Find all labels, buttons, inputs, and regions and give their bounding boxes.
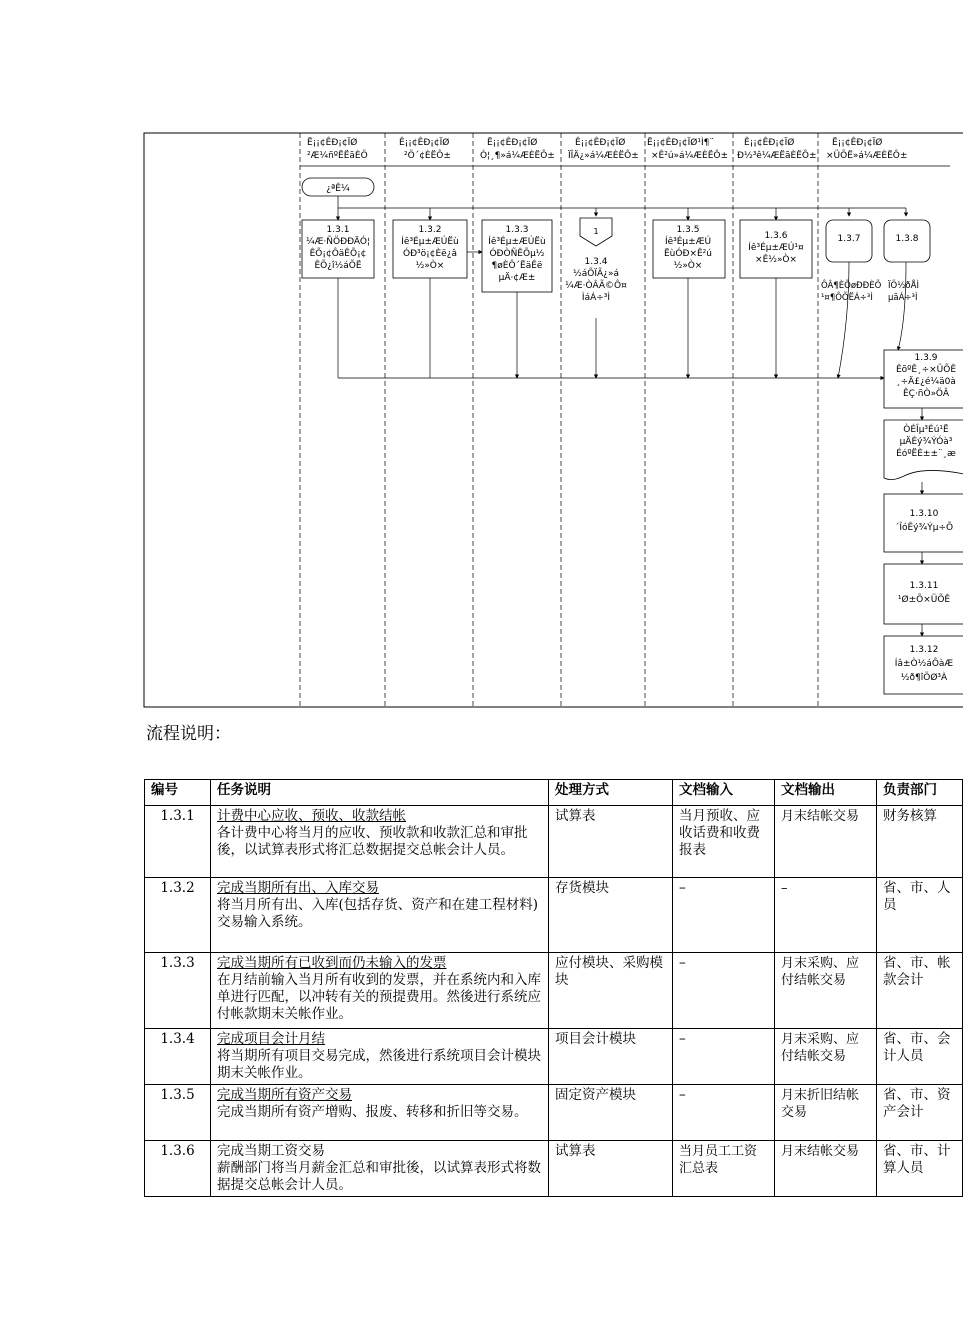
start-label: ¿ªÊ¼ — [326, 184, 350, 194]
step-text: ½ð¶îÖØ³À — [900, 673, 948, 683]
step-id: 1.3.3 — [505, 225, 529, 235]
step-text: µÄ·¢Æ± — [498, 273, 536, 283]
row-input: 当月员工工资汇总表 — [673, 1141, 775, 1197]
step-text: ¸÷Ä£¿é¼ä0à — [896, 377, 956, 387]
lane-dividers — [300, 133, 818, 707]
row-number: 1.3.3 — [145, 953, 211, 1029]
step-id: 1.3.11 — [909, 581, 939, 591]
row-method: 试算表 — [549, 1141, 673, 1197]
lane-header-1-line1: Ë¡¡¢ÊÐ¡¢ÏØ — [307, 138, 358, 148]
section-caption: 流程说明： — [146, 724, 231, 744]
row-task-title: 计费中心应收、预收、收款结帐 — [217, 808, 406, 824]
step-id: 1.3.1 — [326, 225, 350, 235]
row-task — [211, 1029, 549, 1085]
row-task-desc: 各计费中心将当月的应收、预收款和收款汇总和审批後，以试算表形式将汇总数据提交总帐会计人员。 — [217, 825, 528, 858]
row-input: 当月预收、应收话费和收费报表 — [673, 806, 775, 878]
step-text: ÊõºÊ¸÷×ÜÕÊ — [895, 365, 957, 375]
lane-header-4-line2: ÏÎÄ¿»á¼ÆÈËÔ± — [568, 151, 639, 161]
row-task-title: 完成项目会计月结 — [217, 1031, 325, 1047]
table-row — [145, 1085, 963, 1141]
step-text: ÓÐ³ö¡¢Èë¿â — [402, 249, 458, 259]
row-number: 1.3.6 — [145, 1141, 211, 1197]
step-id: 1.3.7 — [837, 234, 861, 244]
row-method: 固定资产模块 — [549, 1085, 673, 1141]
step-id: 1.3.2 — [418, 225, 442, 235]
lane-header-6-line2: Ð½³ê¼ÆËãÈËÔ± — [737, 151, 817, 161]
document-text: ÒÉÎµ³Éú¹Ë — [903, 425, 949, 435]
lane-header-6-line1: Ê¡¡¢ÊÐ¡¢ÏØ — [744, 138, 795, 148]
row-task — [211, 1085, 549, 1141]
row-output: – — [775, 878, 877, 953]
step-text: ¶øÈÔ´ËäÊë — [491, 261, 543, 271]
row-dept: 省、市、会计人员 — [877, 1029, 963, 1085]
row-task-title: 完成当期工资交易 — [217, 1143, 325, 1159]
row-output: 月末结帐交易 — [775, 806, 877, 878]
task-table — [144, 779, 963, 1197]
lane-header-1-line2: ²Æ¼ñºËËãÈÖ — [307, 151, 368, 161]
row-task-title: 完成当期所有资产交易 — [217, 1087, 352, 1103]
note-text: ¹¤¶ÔÕËÁ÷³Ì — [821, 293, 873, 303]
step-box-1-3-11 — [884, 564, 963, 624]
row-output: 月末采购、应付结帐交易 — [775, 1029, 877, 1085]
header-department: 负责部门 — [877, 780, 963, 806]
step-text: ÊÕ¿î½áÕË — [314, 261, 362, 271]
header-doc-output: 文档输出 — [775, 780, 877, 806]
step-text: ½»Ò× — [673, 261, 703, 271]
row-output: 月末采购、应付结帐交易 — [775, 953, 877, 1029]
row-method: 项目会计模块 — [549, 1029, 673, 1085]
row-task-desc: 将当月所有出、入库(包括存货、资产和在建工程材料)交易输入系统。 — [217, 897, 539, 930]
row-task — [211, 953, 549, 1029]
lane-header-5-line2: ×Ê²ú»á¼ÆÈËÔ± — [651, 151, 729, 161]
step-text: ½»Ò× — [415, 261, 445, 271]
table-row — [145, 878, 963, 953]
document-text: ÉóºËÈ±±¨¸æ — [896, 449, 956, 459]
table-row — [145, 953, 963, 1029]
step-text: Íê³Éµ±ÆÚ — [664, 237, 712, 247]
note-text: ÔÂ¶ÈÕøÐÐÈÕ — [821, 281, 882, 291]
row-input: – — [673, 878, 775, 953]
row-number: 1.3.2 — [145, 878, 211, 953]
flowchart-frame — [144, 133, 963, 707]
lane-header-5-line1: Ë¡¡¢ÊÐ¡¢ÏØ¹Ì¶¨ — [647, 138, 714, 148]
row-method: 存货模块 — [549, 878, 673, 953]
step-id: 1.3.9 — [914, 353, 938, 363]
step-text: ½áÕÏÃ¿»á — [573, 269, 619, 279]
row-dept: 财务核算 — [877, 806, 963, 878]
row-task-desc: 薪酬部门将当月薪金汇总和审批後，以试算表形式将数据提交总帐会计人员。 — [217, 1160, 541, 1193]
row-number: 1.3.5 — [145, 1085, 211, 1141]
step-text: ÌáÁ÷³Ì — [581, 293, 611, 303]
table-row — [145, 1029, 963, 1085]
step-id: 1.3.4 — [584, 257, 608, 267]
step-text: ÊÕ¡¢ÔäÊÕ¡¢ — [309, 249, 367, 259]
row-task-desc: 完成当期所有资产增购、报废、转移和折旧等交易。 — [217, 1104, 528, 1120]
row-task-desc: 在月结前输入当月所有收到的发票，并在系统内和入库单进行匹配，以冲转有关的预提费用。然後进行系统应付帐款期末关帐作业。 — [217, 972, 541, 1022]
row-task — [211, 806, 549, 878]
document-text: µÄÉý¾ÝÓà³ — [899, 437, 953, 447]
row-method: 应付模块、采购模块 — [549, 953, 673, 1029]
row-dept: 省、市、人员 — [877, 878, 963, 953]
step-id: 1.3.10 — [909, 509, 939, 519]
row-input: – — [673, 1029, 775, 1085]
row-dept: 省、市、计算人员 — [877, 1141, 963, 1197]
row-task — [211, 878, 549, 953]
table-row — [145, 1141, 963, 1197]
row-dept: 省、市、资产会计 — [877, 1085, 963, 1141]
lane-header-2-line2: ²Ö´¢ÈËÔ± — [404, 151, 451, 161]
step-text: ÓÐÒÑÊÕµ½ — [489, 249, 545, 259]
lane-header-7-line2: ×ÜÕË»á¼ÆÈËÔ± — [826, 151, 908, 161]
step-id: 1.3.5 — [676, 225, 700, 235]
step-id: 1.3.12 — [909, 645, 939, 655]
row-task-desc: 将当期所有项目交易完成，然後进行系统项目会计模块期末关帐作业。 — [217, 1048, 541, 1081]
step-text: ¹Ø±Õ×ÜÕÊ — [897, 595, 951, 605]
step-text: ÊÇ·ñÒ»ÖÂ — [902, 389, 950, 399]
lane-header-7-line1: Ë¡¡¢ÊÐ¡¢ÏØ — [832, 138, 883, 148]
row-task — [211, 1141, 549, 1197]
row-input: – — [673, 1085, 775, 1141]
row-number: 1.3.1 — [145, 806, 211, 878]
header-task: 任务说明 — [211, 780, 549, 806]
row-method: 试算表 — [549, 806, 673, 878]
row-task-title: 完成当期所有出、入库交易 — [217, 880, 379, 896]
step-id: 1.3.6 — [764, 231, 788, 241]
row-number: 1.3.4 — [145, 1029, 211, 1085]
lane-header-3-line2: Ó¦¸¶»á¼ÆÈËÔ± — [480, 151, 555, 161]
lane-header-3-line1: Ë¡¡¢ÊÐ¡¢ÏØ — [487, 138, 538, 148]
row-dept: 省、市、帐款会计 — [877, 953, 963, 1029]
step-text: ¼Æ·ÒÂÃ©Ô¤ — [565, 281, 627, 291]
header-number: 编号 — [145, 780, 211, 806]
lane-header-2-line1: Ê¡¡¢ÊÐ¡¢ÏØ — [399, 138, 450, 148]
note-text: µãÁ÷³Ì — [888, 293, 918, 303]
connector-label: 1 — [593, 227, 599, 236]
step-text: ËùÓÐ×Ê²ú — [664, 249, 712, 259]
table-row — [145, 806, 963, 878]
row-input: – — [673, 953, 775, 1029]
step-id: 1.3.8 — [895, 234, 919, 244]
step-text: ¼Æ·ÑÖÐÐÄÓ¦ — [305, 237, 371, 247]
row-task-title: 完成当期所有已收到而仍未输入的发票 — [217, 955, 447, 971]
step-text: ×Ê½»Ò× — [755, 255, 797, 265]
row-output: 月末结帐交易 — [775, 1141, 877, 1197]
step-text: Íâ±Ò½áÔàÆ — [894, 659, 954, 669]
lane-header-4-line1: Ê¡¡¢ÊÐ¡¢ÏØ — [575, 138, 626, 148]
step-text: Íê³Éµ±ÆÚ¹¤ — [748, 243, 804, 253]
step-text: ´ÎóÊý¾Ýµ÷Õ — [894, 523, 954, 533]
step-text: Íê³Éµ±ÆÚËù — [401, 237, 459, 247]
header-method: 处理方式 — [549, 780, 673, 806]
note-text: ÏÖ½ðÅÌ — [888, 281, 919, 291]
step-text: Íê³Éµ±ÆÚËù — [488, 237, 546, 247]
row-output: 月末折旧结帐交易 — [775, 1085, 877, 1141]
table-header-row — [145, 780, 963, 806]
header-doc-input: 文档输入 — [673, 780, 775, 806]
